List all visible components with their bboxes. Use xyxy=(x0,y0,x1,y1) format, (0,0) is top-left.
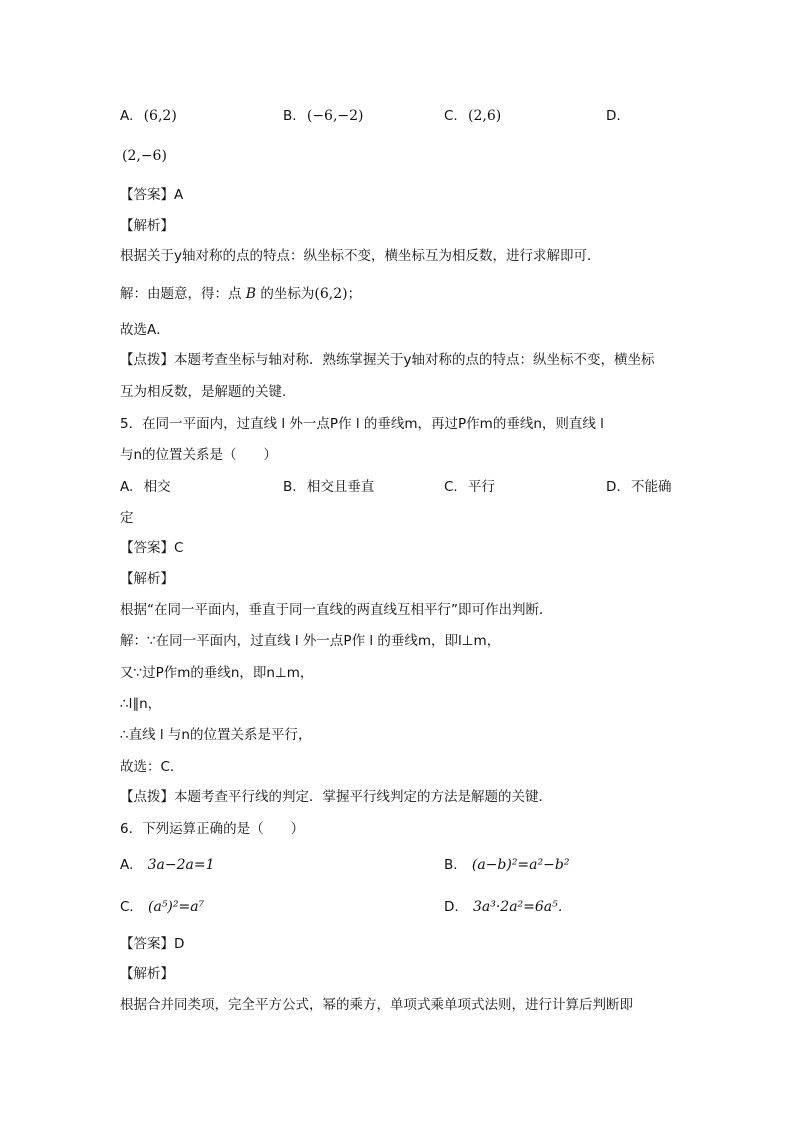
q5-stem-line2: 与n的位置关系是（ ） xyxy=(120,447,278,463)
q4-analysis-text: 根据关于y轴对称的点的特点：纵坐标不变，横坐标互为相反数，进行求解即可． xyxy=(120,248,601,264)
q5-option-d-wrap: 定 xyxy=(120,510,134,526)
option-expression: 3a−2a=1 xyxy=(147,857,215,873)
q4-analysis-heading: 【解析】 xyxy=(120,218,174,234)
q5-analysis-heading: 【解析】 xyxy=(120,571,174,587)
option-value: (2,6) xyxy=(468,108,502,124)
q6-analysis-heading: 【解析】 xyxy=(120,966,174,982)
option-value: (6,2) xyxy=(143,108,177,124)
q5-option-b xyxy=(283,477,374,497)
option-letter: A. xyxy=(120,857,134,873)
option-letter: C. xyxy=(120,899,134,915)
option-text: 相交 xyxy=(143,479,171,495)
q5-answer: 【答案】C xyxy=(120,540,184,556)
point-label: B xyxy=(245,286,257,302)
q6-option-a xyxy=(120,855,214,875)
q5-option-a xyxy=(120,477,171,497)
q5-solution-line2: 又∵过P作m的垂线n，即n⊥m， xyxy=(120,665,314,681)
q4-option-c xyxy=(444,106,501,126)
q6-stem: 6．下列运算正确的是（ ） xyxy=(120,821,305,837)
q4-option-d-value: (2,−6) xyxy=(122,148,167,164)
option-expression: 3a³·2a²=6a⁵． xyxy=(472,899,572,915)
solution-value: (6,2) xyxy=(314,286,348,302)
option-letter: B. xyxy=(444,857,458,873)
option-letter: A. xyxy=(120,108,134,124)
option-expression: (a−b)²=a²−b² xyxy=(471,857,570,873)
q4-option-b xyxy=(283,106,364,126)
option-letter: D. xyxy=(606,479,621,495)
q4-option-d xyxy=(606,106,621,126)
q5-analysis-text: 根据“在同一平面内，垂直于同一直线的两直线互相平行”即可作出判断． xyxy=(120,602,553,618)
solution-prefix: 解：由题意，得：点 xyxy=(120,286,242,302)
q5-solution-line3: ∴l∥n， xyxy=(120,696,162,712)
q5-option-d xyxy=(606,477,671,497)
q6-answer: 【答案】D xyxy=(120,936,185,952)
option-letter: C. xyxy=(444,479,458,495)
option-text: 相交且垂直 xyxy=(306,479,375,495)
option-letter: C. xyxy=(444,108,458,124)
q5-stem-line1: 5．在同一平面内，过直线 l 外一点P作 l 的垂线m，再过P作m的垂线n，则直线 l xyxy=(120,416,604,432)
q5-choose: 故选：C． xyxy=(120,759,184,775)
q5-solution-line1: 解：∵在同一平面内，过直线 l 外一点P作 l 的垂线m，即l⊥m， xyxy=(120,633,501,649)
option-expression: (a⁵)²=a⁷ xyxy=(148,899,205,915)
q4-comment-line1: 【点拨】本题考查坐标与轴对称．熟练掌握关于y轴对称的点的特点：纵坐标不变，横坐标 xyxy=(120,352,655,368)
q4-option-a xyxy=(120,106,177,126)
q5-comment: 【点拨】本题考查平行线的判定．掌握平行线判定的方法是解题的关键． xyxy=(120,789,552,805)
q4-answer: 【答案】A xyxy=(120,187,184,203)
q6-analysis-text: 根据合并同类项，完全平方公式，幂的乘方，单项式乘单项式法则，进行计算后判断即 xyxy=(120,997,633,1013)
q6-option-b xyxy=(444,855,569,875)
option-text: 平行 xyxy=(468,479,496,495)
option-text: 不能确 xyxy=(630,479,672,495)
q4-solution xyxy=(120,284,361,304)
option-letter: A. xyxy=(120,479,134,495)
option-letter: B. xyxy=(283,108,297,124)
option-letter: B. xyxy=(283,479,297,495)
q4-comment-line2: 互为相反数，是解题的关键． xyxy=(120,384,296,400)
solution-mid: 的坐标为 xyxy=(260,286,315,302)
q4-choose: 故选A． xyxy=(120,322,170,338)
option-value: (−6,−2) xyxy=(306,108,364,124)
q6-option-d xyxy=(444,897,572,917)
option-letter: D. xyxy=(606,108,621,124)
q6-option-c xyxy=(120,897,204,917)
solution-end: ； xyxy=(347,286,362,302)
option-letter: D. xyxy=(444,899,459,915)
q5-solution-line4: ∴直线 l 与n的位置关系是平行， xyxy=(120,727,312,743)
q5-option-c xyxy=(444,477,495,497)
